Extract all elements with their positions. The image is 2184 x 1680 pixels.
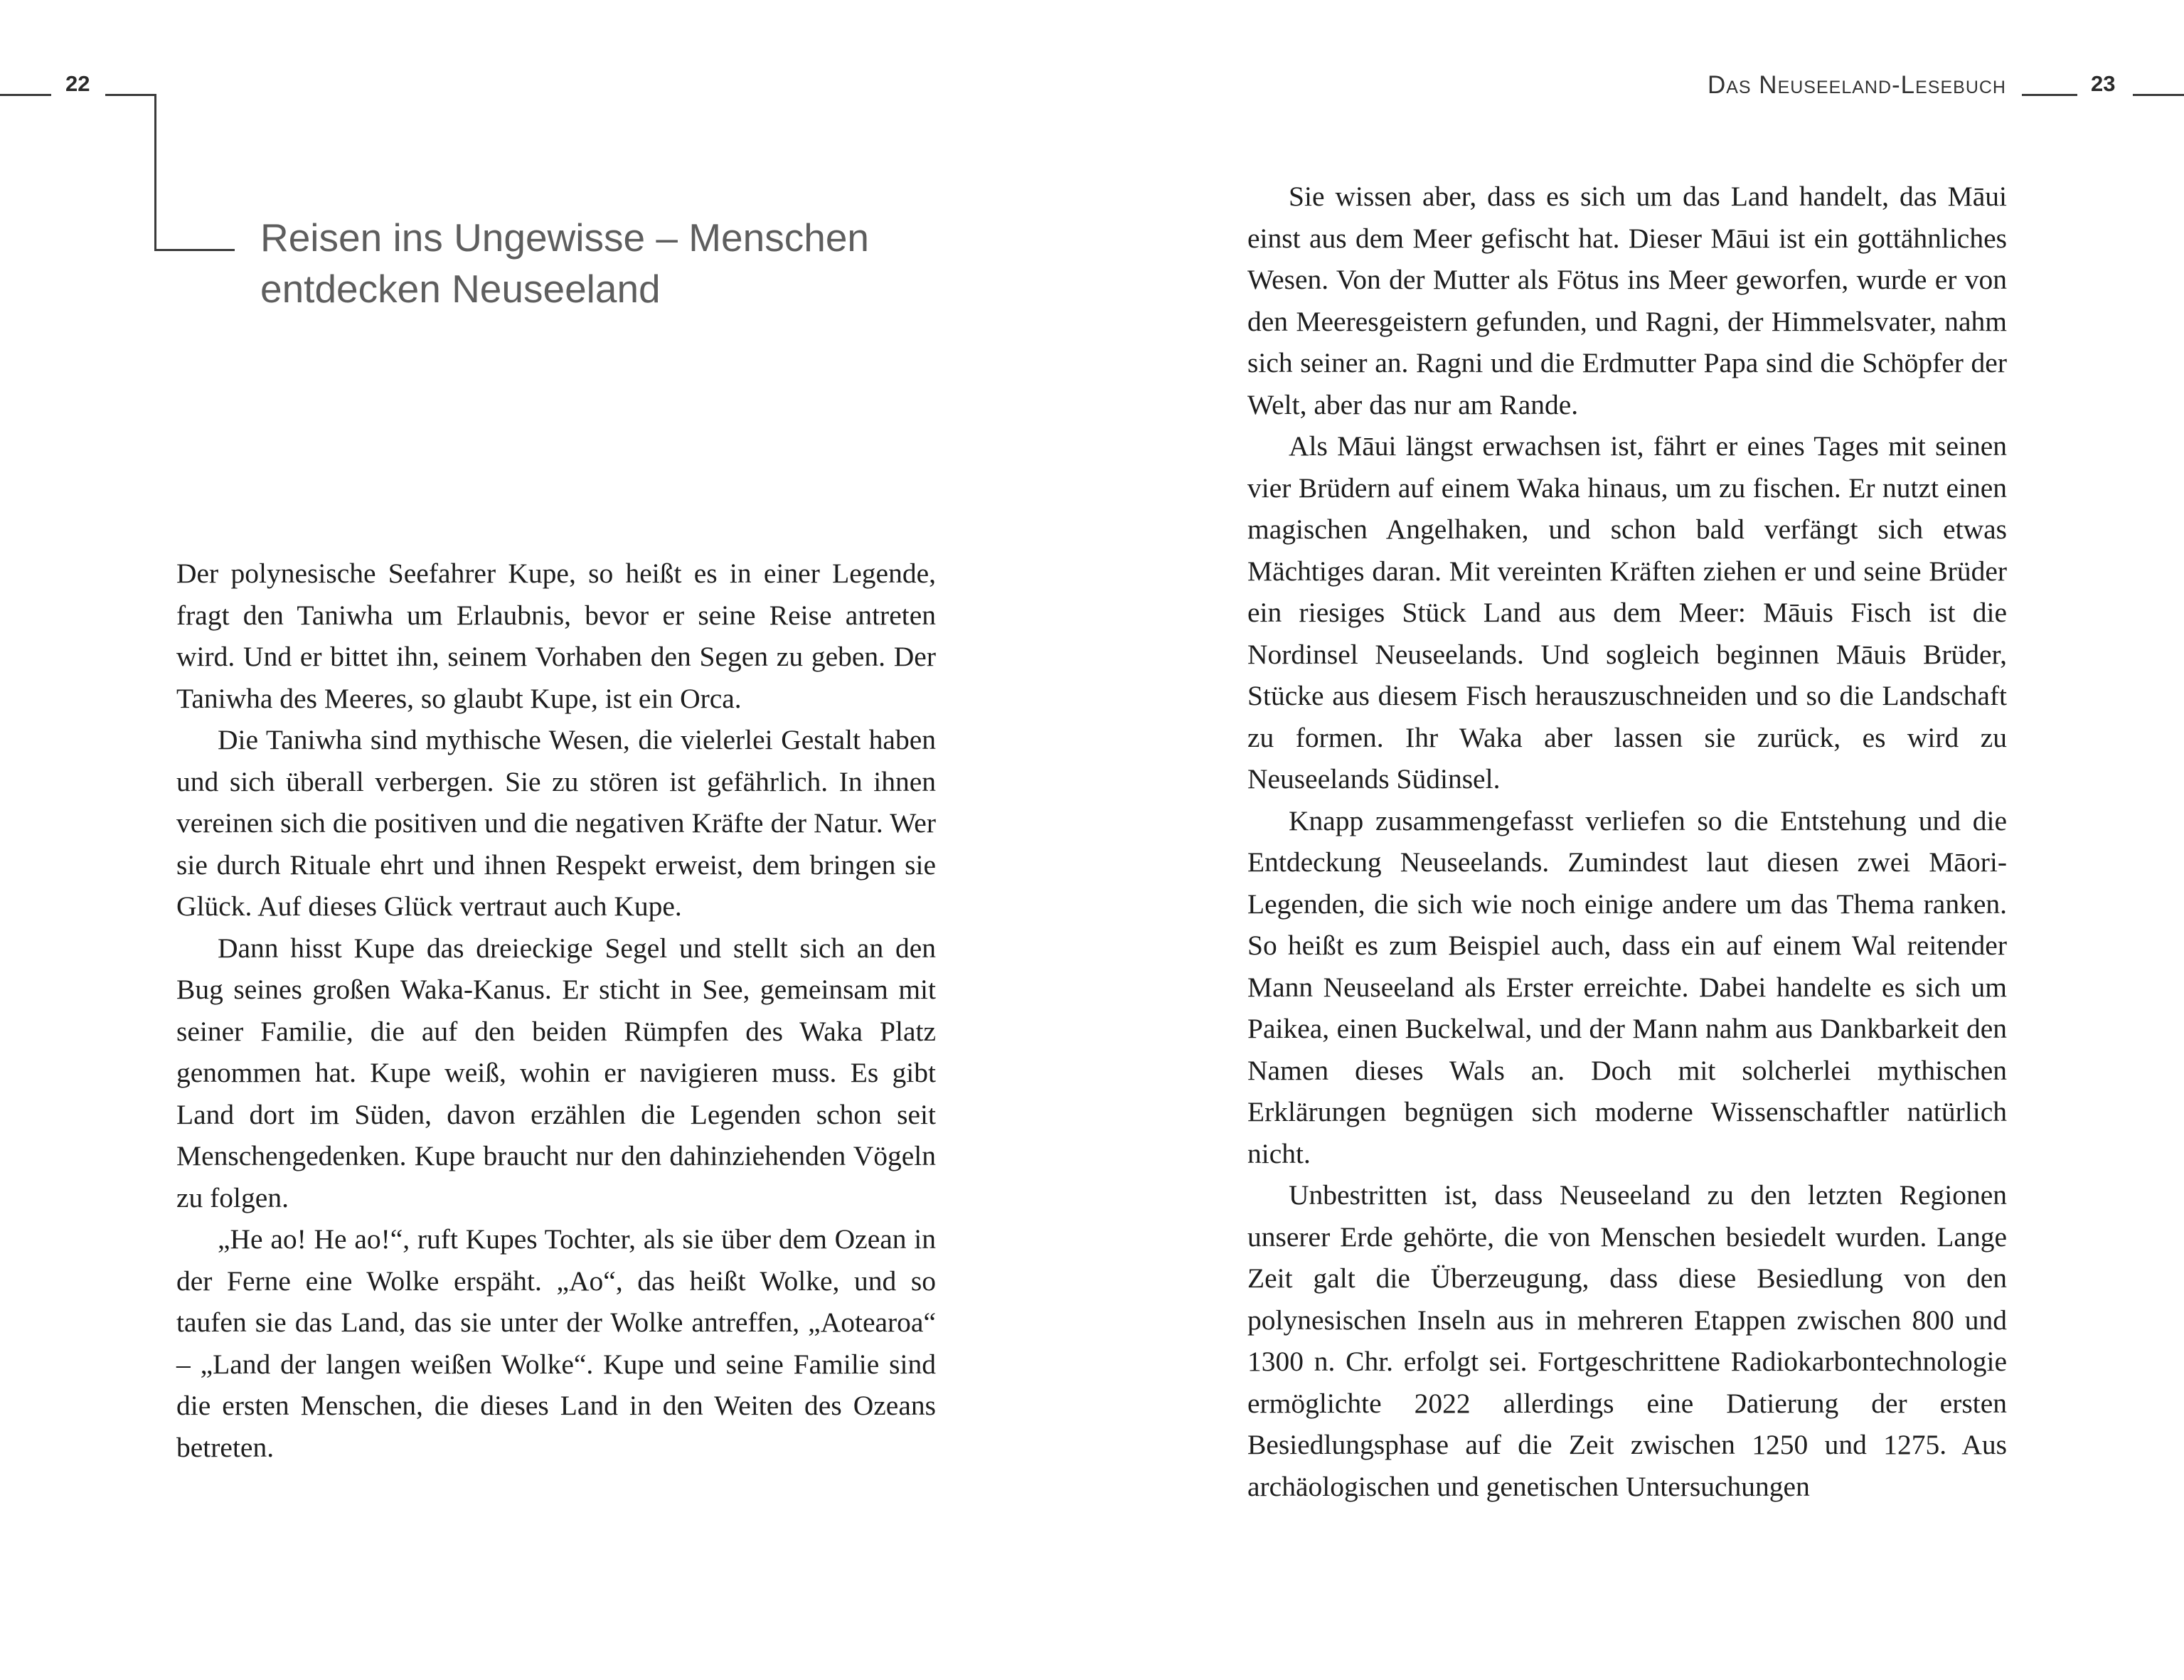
paragraph: Dann hisst Kupe das dreieckige Segel und stellt sich an den Bug seines großen Waka-Kanus. Er sticht in See, gemeinsam mit seiner Familie, die auf den beiden Rümpfen des Waka Platz genommen hat. Kupe weiß, wohin er navigieren muss. Es gibt Land dort im Süden, davon erzählen die Legenden schon seit Menschengedenken. Kupe braucht nur den dahinziehenden Vögeln zu folgen. bbox=[176, 932, 936, 1213]
left-header-rule-outer bbox=[0, 94, 51, 96]
left-header-rule-inner bbox=[105, 94, 156, 96]
title-bracket-horizontal bbox=[154, 249, 235, 251]
right-page-body bbox=[1247, 176, 2007, 1507]
left-page-body bbox=[176, 553, 936, 1468]
paragraph: „He ao! He ao!“, ruft Kupes Tochter, als sie über dem Ozean in der Ferne eine Wolke erspäht. „Ao“, das heißt Wolke, und so taufen sie das Land, das sie unter der Wolke antreffen, „Aotearoa“ – „Land der langen weißen Wolke“. Kupe und seine Familie sind die ersten Menschen, die dieses Land in den Weiten des Ozeans betreten. bbox=[176, 1223, 936, 1463]
right-header-rule-outer bbox=[2133, 94, 2184, 96]
title-bracket-vertical bbox=[154, 94, 156, 250]
left-page-number: 22 bbox=[65, 71, 90, 96]
paragraph: Die Taniwha sind mythische Wesen, die vielerlei Gestalt haben und sich überall verbergen. Sie zu stören ist gefährlich. In ihnen vereinen sich die positiven und die negativen Kräfte der Natur. Wer sie durch Rituale ehrt und ihnen Respekt erweist, dem bringen sie Glück. Auf dieses Glück vertraut auch Kupe. bbox=[176, 724, 936, 922]
paragraph: Knapp zusammengefasst verliefen so die Entstehung und die Entdeckung Neuseelands. Zumindest laut diesen zwei Māori-Legenden, die sich wie noch einige andere um das Thema ranken. So heißt es zum Beispiel auch, dass ein auf einem Wal reitender Mann Neuseeland als Erster erreichte. Dabei handelte es sich um Paikea, einen Buckelwal, und der Mann nahm aus Dankbarkeit den Namen dieses Wals an. Doch mit solcherlei mythischen Erklärungen begnügen sich moderne Wissenschaftler natürlich nicht. bbox=[1247, 804, 2007, 1169]
paragraph: Der polynesische Seefahrer Kupe, so heißt es in einer Legende, fragt den Taniwha um Erlaubnis, bevor er seine Reise antreten wird. Und er bittet ihn, seinem Vorhaben den Segen zu geben. Der Taniwha des Meeres, so glaubt Kupe, ist ein Orca. bbox=[176, 558, 936, 714]
right-page-number: 23 bbox=[2091, 71, 2116, 96]
chapter-title: Reisen ins Ungewisse – Menschen entdecken Neuseeland bbox=[260, 216, 869, 311]
paragraph: Unbestritten ist, dass Neuseeland zu den letzten Regionen unserer Erde gehörte, die von Menschen besiedelt wurden. Lange Zeit galt die Überzeugung, dass diese Besiedlung von den polynesischen Inseln aus in mehreren Etappen zwischen 800 und 1300 n. Chr. erfolgt sei. Fortgeschrittene Radiokarbontechnologie ermöglichte 2022 allerdings eine Datierung der ersten Besiedlungsphase auf die Zeit zwischen 1250 und 1275. Aus archäologischen und genetischen Untersuchungen bbox=[1247, 1179, 2007, 1502]
running-head: Das Neuseeland-Lesebuch bbox=[1707, 71, 2006, 99]
right-header-rule-inner bbox=[2022, 94, 2077, 96]
paragraph: Als Māui längst erwachsen ist, fährt er eines Tages mit seinen vier Brüdern auf einem Waka hinaus, um zu fischen. Er nutzt einen magischen Angelhaken, und schon bald verfängt sich etwas Mächtiges daran. Mit vereinten Kräften ziehen er und seine Brüder ein riesiges Stück Land aus dem Meer: Māuis Fisch ist die Nordinsel Neuseelands. Und sogleich beginnen Māuis Brüder, Stücke aus diesem Fisch herauszuschneiden und so die Landschaft zu formen. Ihr Waka aber lassen sie zurück, es wird zu Neuseelands Südinsel. bbox=[1247, 430, 2007, 794]
paragraph: Sie wissen aber, dass es sich um das Land handelt, das Māui einst aus dem Meer gefischt hat. Dieser Māui ist ein gottähnliches Wesen. Von der Mutter als Fötus ins Meer geworfen, wurde er von den Meeresgeistern gefunden, und Ragni, der Himmelsvater, nahm sich seiner an. Ragni und die Erdmutter Papa sind die Schöpfer der Welt, aber das nur am Rande. bbox=[1247, 181, 2007, 420]
